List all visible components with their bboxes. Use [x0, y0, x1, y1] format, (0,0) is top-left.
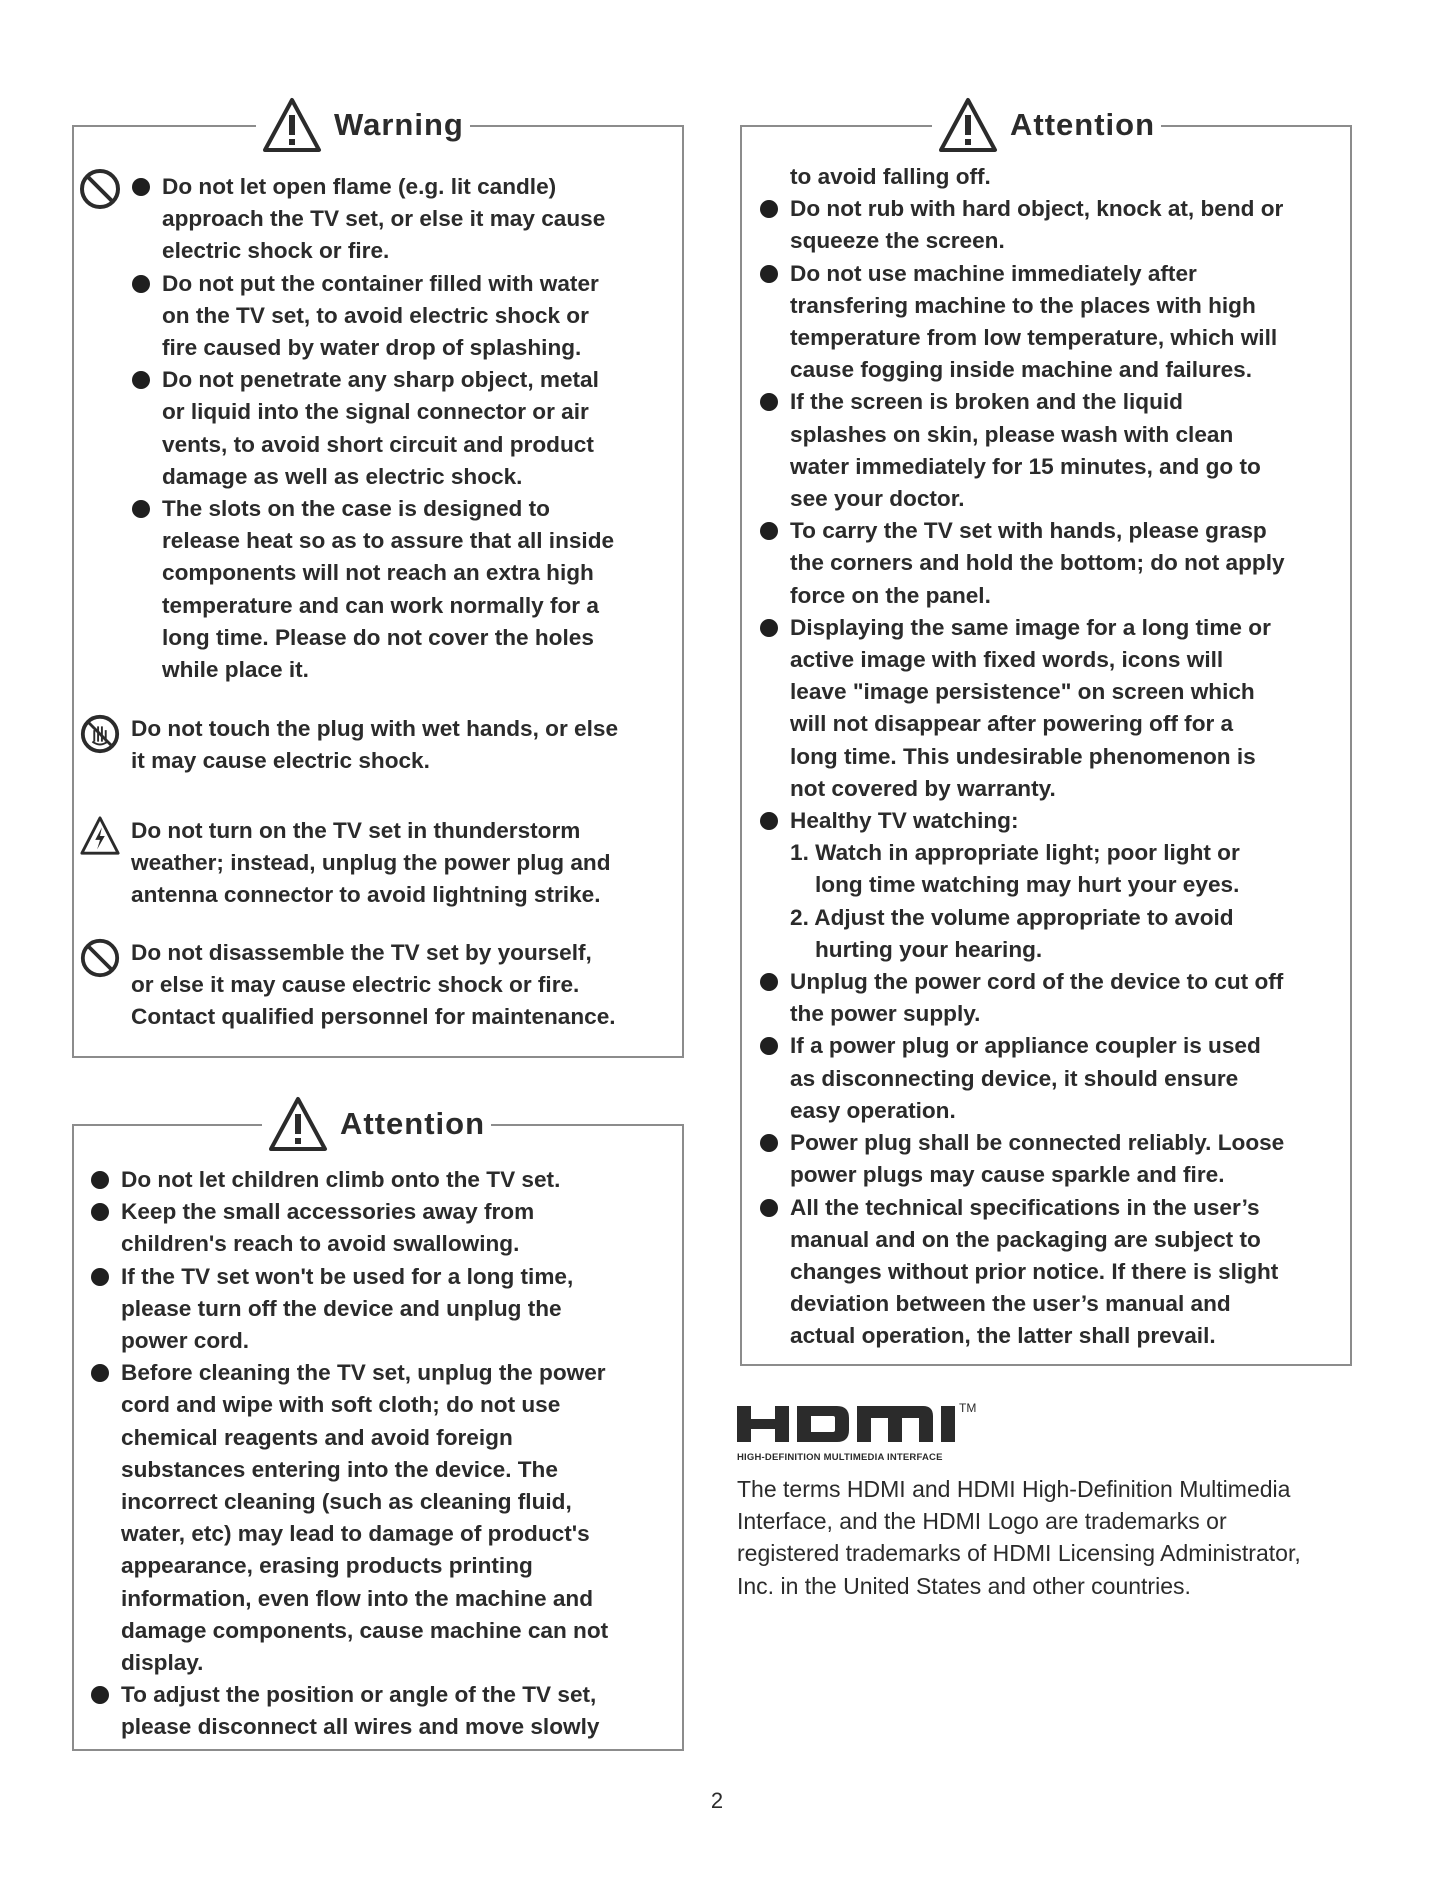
- text-line: incorrect cleaning (such as cleaning fluid,: [121, 1489, 572, 1515]
- warning-triangle-icon: [262, 97, 322, 153]
- text-line: display.: [121, 1650, 204, 1676]
- text-line: Contact qualified personnel for maintenance.: [131, 1004, 616, 1030]
- text-line: long time watching may hurt your eyes.: [815, 872, 1240, 898]
- numbered-item: [790, 837, 1340, 901]
- text-line: hurting your hearing.: [815, 936, 1043, 962]
- prohibited-icon: [79, 937, 121, 979]
- hdmi-logo-mark: [737, 1400, 987, 1446]
- bullet-item: [760, 193, 1340, 257]
- text-line: water, etc) may lead to damage of product's: [121, 1521, 590, 1547]
- text-line: while place it.: [162, 657, 309, 683]
- numbered-item: [790, 902, 1340, 966]
- text-line: manual and on the packaging are subject to: [790, 1226, 1261, 1252]
- disassemble-note-text: [131, 937, 616, 1034]
- text-line: the power supply.: [790, 1001, 981, 1027]
- warning-triangle-icon: [268, 1096, 328, 1152]
- text-line: changes without prior notice. If there is slight: [790, 1258, 1279, 1284]
- text-line: Inc. in the United States and other countries.: [737, 1572, 1191, 1599]
- bullet-item: [91, 1196, 671, 1260]
- text-line: power plugs may cause sparkle and fire.: [790, 1162, 1225, 1188]
- text-line: vents, to avoid short circuit and product: [162, 431, 594, 457]
- bullet-item: [91, 1679, 671, 1743]
- text-line: long time. This undesirable phenomenon is: [790, 743, 1256, 769]
- text-line: see your doctor.: [790, 486, 965, 512]
- text-line: damage components, cause machine can not: [121, 1617, 609, 1643]
- text-line: If a power plug or appliance coupler is used: [790, 1033, 1261, 1059]
- text-line: water immediately for 15 minutes, and go to: [790, 453, 1261, 479]
- bullet-item: [132, 268, 672, 365]
- attention-right-title: Attention: [1010, 107, 1156, 142]
- warning-title-block: [256, 97, 470, 153]
- text-line: please disconnect all wires and move slowly: [121, 1714, 600, 1740]
- text-line: registered trademarks of HDMI Licensing Administrator,: [737, 1540, 1301, 1567]
- attention-left-bullet-list: [91, 1164, 671, 1744]
- bullet-item: [91, 1261, 671, 1358]
- text-line: please turn off the device and unplug the: [121, 1295, 562, 1321]
- warning-bullet-list: [132, 171, 672, 686]
- bullet-item: [91, 1357, 671, 1679]
- no-wet-hands-icon: [79, 713, 121, 755]
- text-line: as disconnecting device, it should ensure: [790, 1065, 1239, 1091]
- bullet-item: [760, 1030, 1340, 1127]
- lightning-note-text: [131, 815, 611, 912]
- bullet-item: [132, 171, 672, 268]
- text-line: The slots on the case is designed to: [162, 496, 550, 522]
- numbered-list: [760, 837, 1340, 966]
- text-line: Interface, and the HDMI Logo are trademarks or: [737, 1508, 1227, 1535]
- text-line: active image with fixed words, icons will: [790, 647, 1224, 673]
- text-line: Displaying the same image for a long time or: [790, 614, 1271, 640]
- text-line: force on the panel.: [790, 582, 991, 608]
- text-line: cause fogging inside machine and failures.: [790, 357, 1253, 383]
- text-line: Do not let open flame (e.g. lit candle): [162, 174, 557, 199]
- text-line: components will not reach an extra high: [162, 560, 594, 586]
- text-line: Healthy TV watching:: [790, 808, 1019, 834]
- text-line: If the TV set won't be used for a long time,: [121, 1263, 574, 1289]
- text-line: temperature from low temperature, which will: [790, 325, 1278, 351]
- text-line: fire caused by water drop of splashing.: [162, 335, 582, 361]
- attention-right-box: [740, 107, 1352, 1366]
- text-line: temperature and can work normally for a: [162, 592, 599, 618]
- text-line: damage as well as electric shock.: [162, 463, 523, 489]
- text-line: it may cause electric shock.: [131, 748, 430, 774]
- text-line: will not disappear after powering off for a: [790, 711, 1234, 737]
- text-line: Do not penetrate any sharp object, metal: [162, 367, 599, 393]
- text-line: To adjust the position or angle of the TV set,: [121, 1682, 597, 1708]
- bullet-item: [91, 1164, 671, 1196]
- text-line: long time. Please do not cover the holes: [162, 624, 594, 650]
- text-line: Do not let children climb onto the TV set.: [121, 1167, 561, 1192]
- text-line: the corners and hold the bottom; do not apply: [790, 550, 1285, 576]
- text-line: on the TV set, to avoid electric shock or: [162, 302, 589, 328]
- bullet-item: [760, 612, 1340, 805]
- text-line: Do not turn on the TV set in thunderstorm: [131, 818, 581, 843]
- warning-box: [72, 107, 684, 1058]
- hdmi-trademark-paragraph: [737, 1473, 1301, 1602]
- continuation-line: to avoid falling off.: [790, 164, 991, 189]
- bullet-item: [132, 493, 672, 686]
- page-number: 2: [710, 1788, 724, 1813]
- prohibited-icon: [78, 167, 122, 211]
- text-line: power cord.: [121, 1328, 250, 1354]
- hdmi-trademark: TM: [959, 1401, 977, 1415]
- attention-left-box: [72, 1106, 684, 1751]
- text-line: approach the TV set, or else it may cause: [162, 206, 606, 232]
- text-line: Unplug the power cord of the device to cut off: [790, 969, 1284, 995]
- text-line: Before cleaning the TV set, unplug the power: [121, 1360, 606, 1386]
- text-line: release heat so as to assure that all inside: [162, 528, 615, 554]
- attention-left-title: Attention: [340, 1106, 486, 1141]
- text-line: chemical reagents and avoid foreign: [121, 1424, 513, 1450]
- hdmi-logo: [737, 1400, 987, 1463]
- bullet-item: [760, 258, 1340, 387]
- text-line: Do not use machine immediately after: [790, 260, 1197, 286]
- text-line: cord and wipe with soft cloth; do not use: [121, 1392, 561, 1418]
- text-line: To carry the TV set with hands, please grasp: [790, 518, 1267, 544]
- text-line: Power plug shall be connected reliably. Loose: [790, 1130, 1285, 1156]
- lightning-warning-icon: [79, 815, 121, 857]
- text-line: electric shock or fire.: [162, 238, 390, 264]
- text-line: Keep the small accessories away from: [121, 1199, 535, 1225]
- text-line: splashes on skin, please wash with clean: [790, 421, 1234, 447]
- wet-hands-note-text: [131, 713, 618, 777]
- attention-right-title-block: [932, 97, 1161, 153]
- bullet-item: [132, 364, 672, 493]
- bullet-item: [760, 966, 1340, 1030]
- text-line: or liquid into the signal connector or air: [162, 399, 589, 425]
- text-line: children's reach to avoid swallowing.: [121, 1231, 520, 1257]
- text-line: Do not rub with hard object, knock at, bend or: [790, 196, 1284, 222]
- text-line: The terms HDMI and HDMI High-Definition Multimedia: [737, 1476, 1291, 1502]
- text-line: deviation between the user’s manual and: [790, 1291, 1231, 1317]
- hdmi-tagline: HIGH-DEFINITION MULTIMEDIA INTERFACE: [737, 1452, 943, 1463]
- bullet-item: [760, 1127, 1340, 1191]
- text-line: squeeze the screen.: [790, 228, 1005, 254]
- text-line: Do not put the container filled with water: [162, 270, 599, 296]
- warning-title: Warning: [334, 107, 464, 142]
- text-line: or else it may cause electric shock or fire.: [131, 972, 580, 998]
- bullet-item: [760, 515, 1340, 612]
- text-line: weather; instead, unplug the power plug and: [131, 850, 611, 876]
- warning-triangle-icon: [938, 97, 998, 153]
- text-line: not covered by warranty.: [790, 775, 1056, 801]
- attention-right-bullet-list: [760, 161, 1340, 1353]
- text-line: 2. Adjust the volume appropriate to avoid: [790, 904, 1234, 930]
- text-line: transfering machine to the places with high: [790, 292, 1256, 318]
- text-line: information, even flow into the machine and: [121, 1585, 593, 1611]
- text-line: Do not disassemble the TV set by yourself,: [131, 940, 592, 965]
- attention-left-title-block: [262, 1096, 491, 1152]
- bullet-item: [760, 386, 1340, 515]
- text-line: If the screen is broken and the liquid: [790, 389, 1183, 415]
- bullet-item: [760, 1192, 1340, 1353]
- text-line: appearance, erasing products printing: [121, 1553, 533, 1579]
- text-line: antenna connector to avoid lightning strike.: [131, 882, 601, 908]
- text-line: leave "image persistence" on screen which: [790, 679, 1255, 705]
- text-line: Do not touch the plug with wet hands, or else: [131, 716, 619, 741]
- text-line: easy operation.: [790, 1097, 956, 1123]
- text-line: All the technical specifications in the user’s: [790, 1194, 1260, 1220]
- text-line: actual operation, the latter shall prevail.: [790, 1323, 1216, 1349]
- text-line: 1. Watch in appropriate light; poor light or: [790, 840, 1240, 866]
- bullet-item: [760, 805, 1340, 837]
- text-line: substances entering into the device. The: [121, 1456, 558, 1482]
